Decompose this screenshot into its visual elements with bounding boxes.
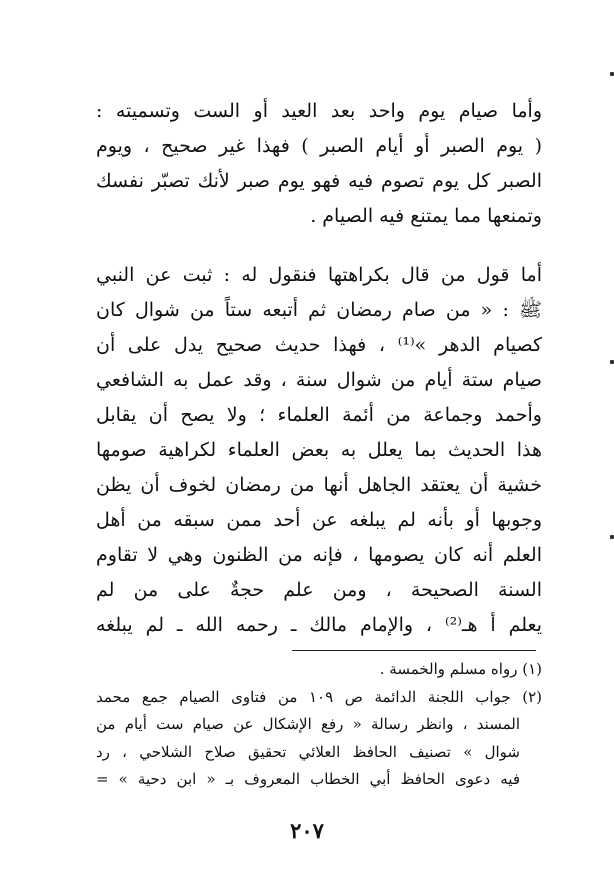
footnote-line: فيه دعوى الحافظ أبي الخطاب المعروف بـ « ابن دحية » = [96, 770, 520, 788]
footnote-line: (١) رواه مسلم والخمسة . [379, 660, 542, 678]
footnote-separator [292, 650, 536, 651]
text-line: وأما صيام يوم واحد بعد العيد أو الست وتسميته : [96, 100, 542, 122]
text-line: أما قول من قال بكراهتها فنقول له : ثبت عن النبي [96, 264, 542, 286]
text-line: صيام ستة أيام من شوال سنة ، وقد عمل به الشافعي [96, 369, 542, 391]
text-line: هذا الحديث بما يعلل به بعض العلماء لكراهية صومها [96, 439, 542, 461]
paragraph-2 [96, 258, 542, 643]
footnotes [96, 656, 542, 794]
text-line: العلم أنه كان يصومها ، فإنه من الظنون وهي لا تقاوم [96, 544, 542, 566]
text-line: ( يوم الصبر أو أيام الصبر ) فهذا غير صحيح ، ويوم [96, 135, 542, 157]
text-line: يعلم أ هـ⁽²⁾ ، والإمام مالك ـ رحمه الله ـ لم يبلغه [96, 614, 543, 636]
footnote-line: المسند ، وانظر رسالة « رفع الإشكال عن صيام ست أيام من [96, 715, 520, 733]
text-line: الصبر كل يوم تصوم فيه فهو يوم صبر لأنك تصبّر نفسك [96, 170, 542, 192]
text-line: وتمنعها مما يمتنع فيه الصيام . [310, 205, 542, 227]
margin-dot [610, 360, 614, 364]
margin-dot [610, 72, 614, 76]
text-line: وأحمد وجماعة من أئمة العلماء ؛ ولا يصح أن يقابل [96, 404, 542, 426]
text-line: خشية أن يعتقد الجاهل أنها من رمضان لخوف أن يظن [96, 474, 542, 496]
page-number: ٢٠٧ [290, 818, 324, 843]
text-line: السنة الصحيحة ، ومن علم حجةٌ على من لم [96, 579, 542, 601]
text-line: كصيام الدهر »⁽¹⁾ ، فهذا حديث صحيح يدل على أن [96, 334, 542, 356]
text-line: ﷺ : « من صام رمضان ثم أتبعه ستاً من شوال كان [96, 299, 542, 321]
paragraph-1 [96, 94, 542, 234]
footnote-line: شوال » تصنيف الحافظ العلائي تحقيق صلاح الشلاحي ، رد [96, 742, 520, 761]
margin-dot [610, 535, 614, 539]
text-line: وجوبها أو بأنه لم يبلغه عن أحد ممن سبقه من أهل [96, 509, 542, 531]
footnote-line: (٢) جواب اللجنة الدائمة ص ١٠٩ من فتاوى الصيام جمع محمد [96, 687, 542, 706]
